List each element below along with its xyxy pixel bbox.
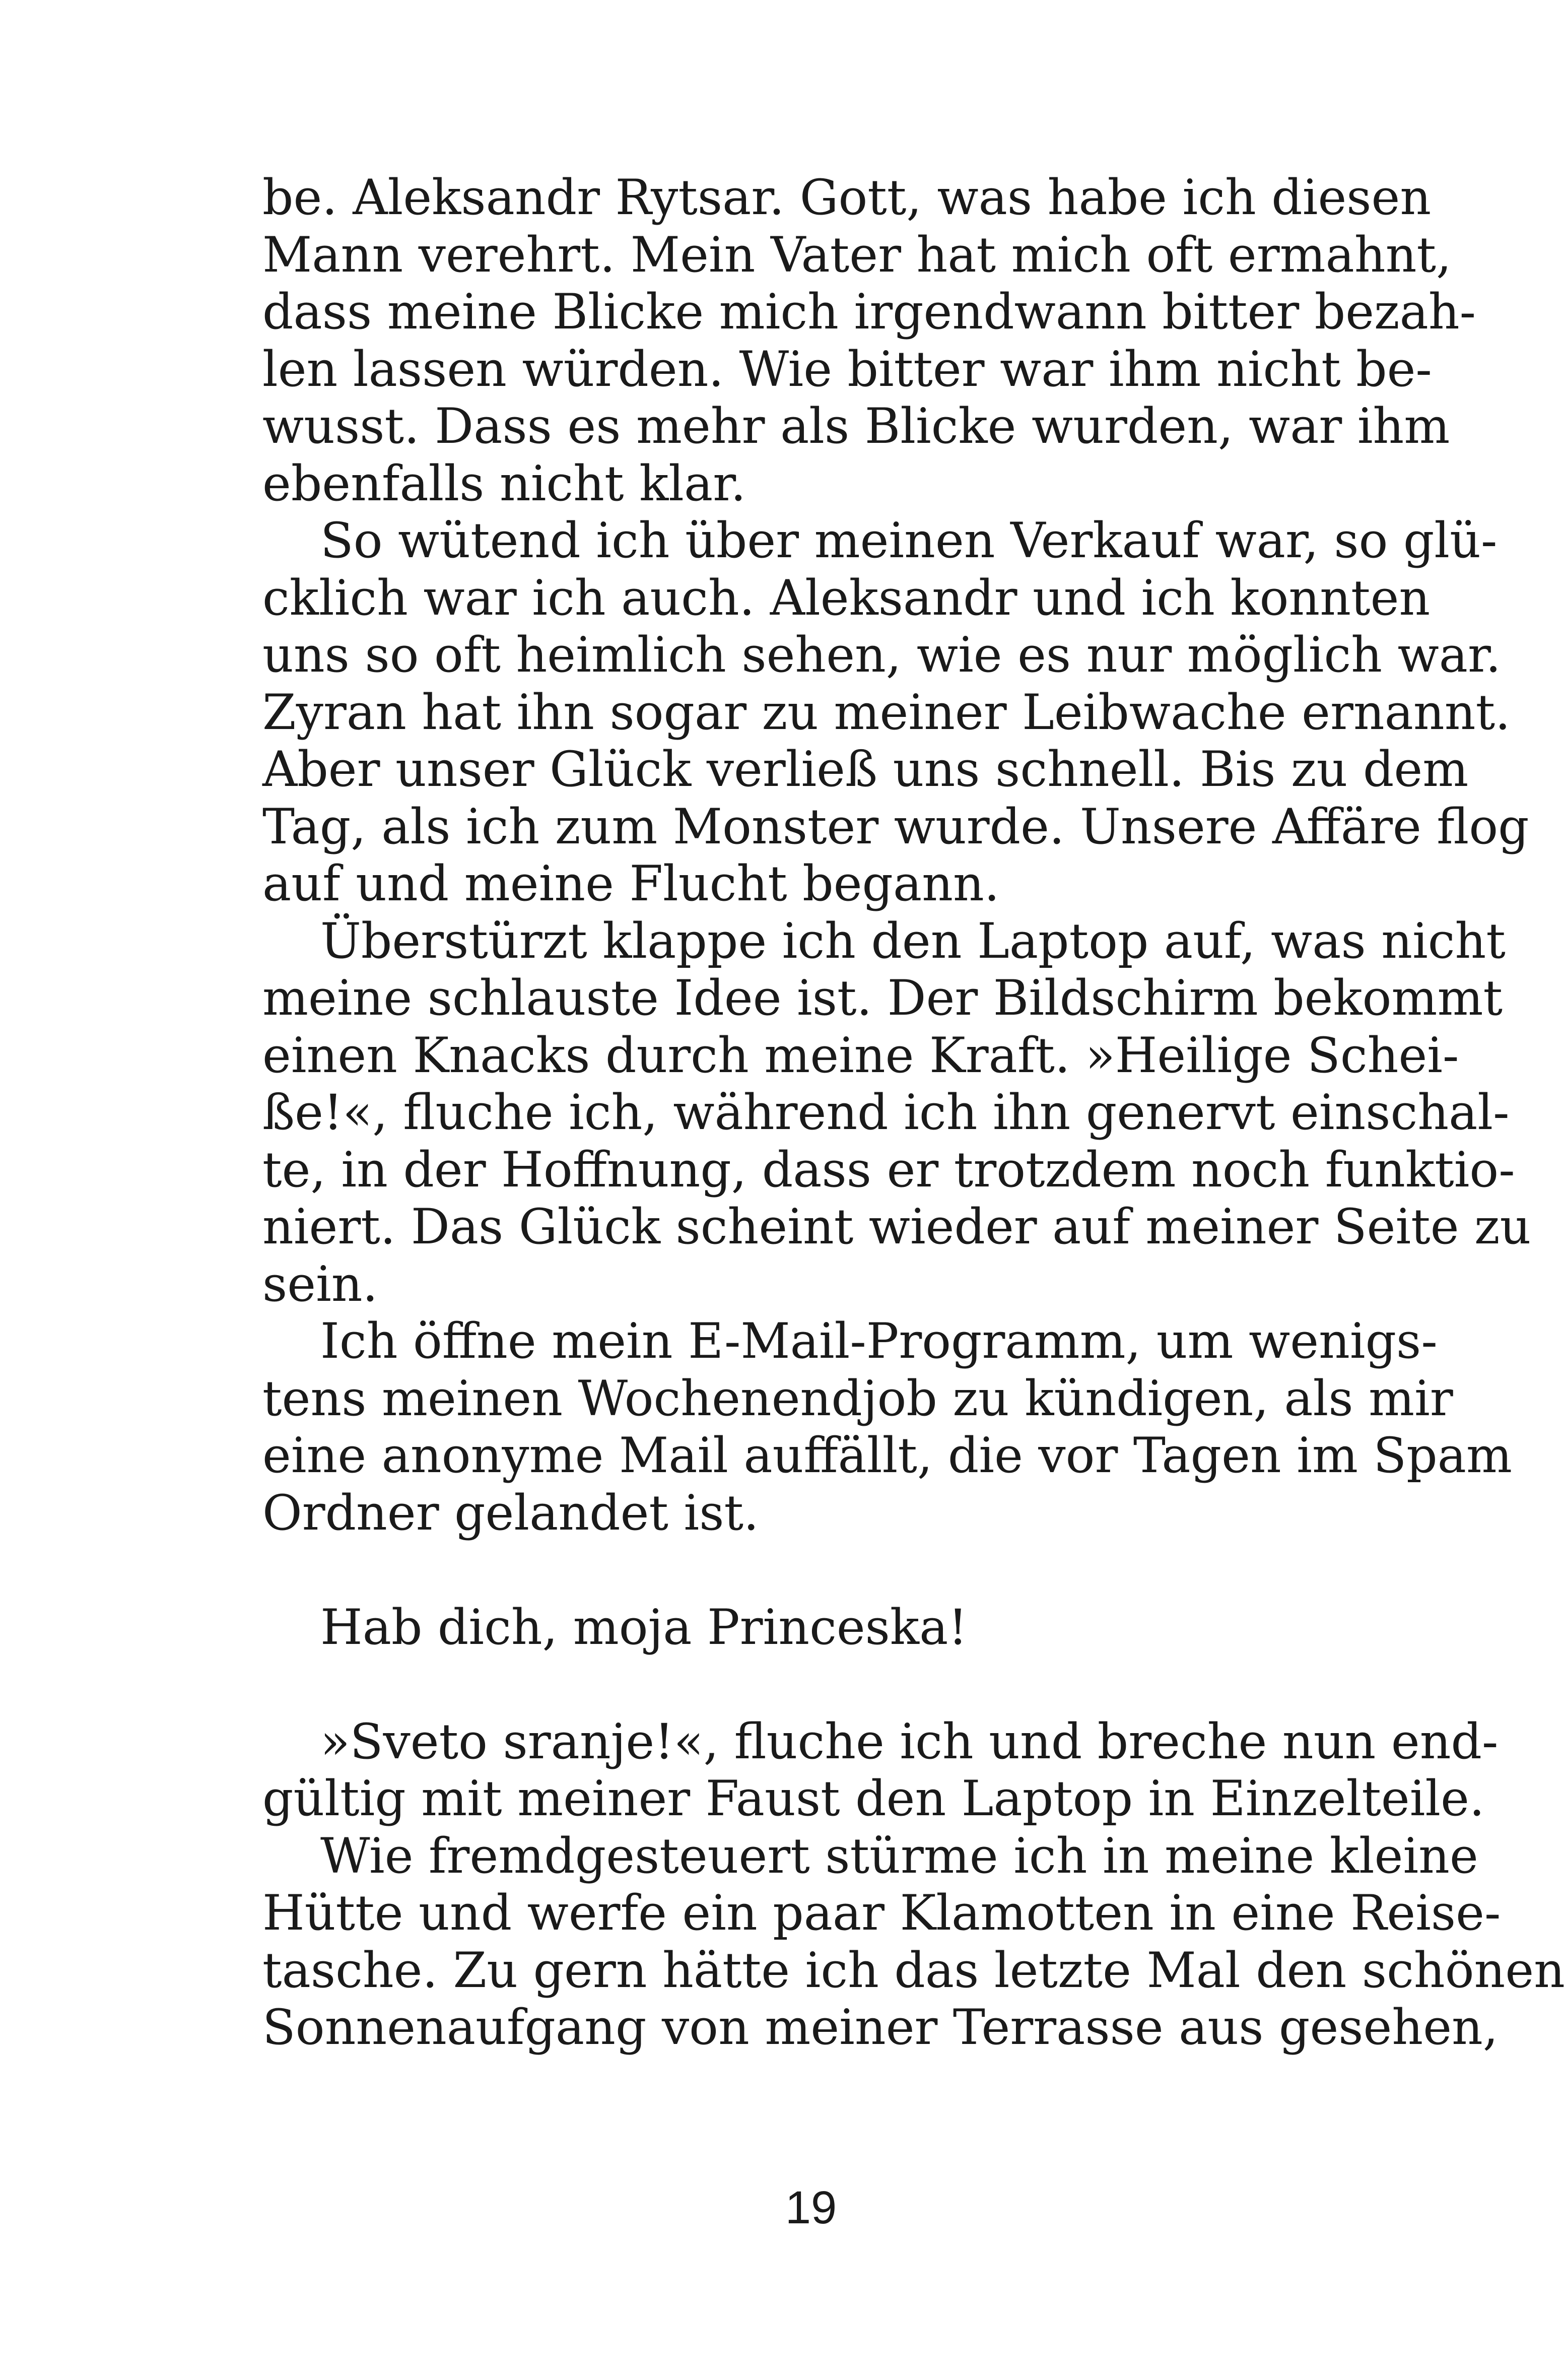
body-text [262, 169, 1565, 2057]
text-line: gültig mit meiner Faust den Laptop in Einzelteile. [262, 1770, 1485, 1827]
text-line: Aber unser Glück verließ uns schnell. Bis zu dem [262, 741, 1469, 798]
email-message-line: Hab dich, moja Princeska! [320, 1599, 968, 1656]
text-line: eine anonyme Mail auffällt, die vor Tagen im Spam [262, 1427, 1512, 1484]
text-line: Ich öffne mein E-Mail-Programm, um wenigs- [320, 1313, 1438, 1369]
text-line: Überstürzt klappe ich den Laptop auf, was nicht [320, 912, 1506, 969]
text-line: cklich war ich auch. Aleksandr und ich konnten [262, 569, 1431, 626]
text-line: Hütte und werfe ein paar Klamotten in eine Reise- [262, 1885, 1501, 1941]
text-line: sein. [262, 1255, 378, 1312]
text-line: auf und meine Flucht begann. [262, 855, 1000, 912]
text-line: tens meinen Wochenendjob zu kündigen, als mir [262, 1370, 1453, 1427]
text-line: uns so oft heimlich sehen, wie es nur möglich war. [262, 627, 1501, 683]
page-number: 19 [785, 2182, 837, 2233]
text-line: Sonnenaufgang von meiner Terrasse aus gesehen, [262, 1999, 1499, 2056]
text-line: »Sveto sranje!«, fluche ich und breche nun end- [320, 1713, 1499, 1770]
text-line: dass meine Blicke mich irgendwann bitter bezah- [262, 284, 1476, 340]
text-line: Ordner gelandet ist. [262, 1484, 759, 1541]
text-line: Tag, als ich zum Monster wurde. Unsere Affäre flog [262, 798, 1529, 855]
text-line: te, in der Hoffnung, dass er trotzdem noch funktio- [262, 1141, 1515, 1198]
text-line: len lassen würden. Wie bitter war ihm nicht be- [262, 341, 1432, 398]
text-line: Mann verehrt. Mein Vater hat mich oft ermahnt, [262, 226, 1452, 283]
text-line: tasche. Zu gern hätte ich das letzte Mal den schönen [262, 1942, 1565, 1999]
text-line: ebenfalls nicht klar. [262, 455, 746, 512]
text-line: Zyran hat ihn sogar zu meiner Leibwache ernannt. [262, 684, 1511, 741]
text-line: Wie fremdgesteuert stürme ich in meine kleine [320, 1827, 1478, 1884]
text-line: niert. Das Glück scheint wieder auf meiner Seite zu [262, 1199, 1531, 1255]
text-line: be. Aleksandr Rytsar. Gott, was habe ich diesen [262, 169, 1432, 226]
text-line: meine schlauste Idee ist. Der Bildschirm bekommt [262, 970, 1503, 1026]
text-line: einen Knacks durch meine Kraft. »Heilige Schei- [262, 1027, 1459, 1084]
blank-line [262, 1542, 1360, 1599]
text-line: ße!«, fluche ich, während ich ihn genervt einschal- [262, 1084, 1510, 1141]
text-line: So wütend ich über meinen Verkauf war, so glü- [320, 512, 1498, 569]
blank-line [262, 1656, 1360, 1713]
text-line: wusst. Dass es mehr als Blicke wurden, war ihm [262, 398, 1450, 454]
